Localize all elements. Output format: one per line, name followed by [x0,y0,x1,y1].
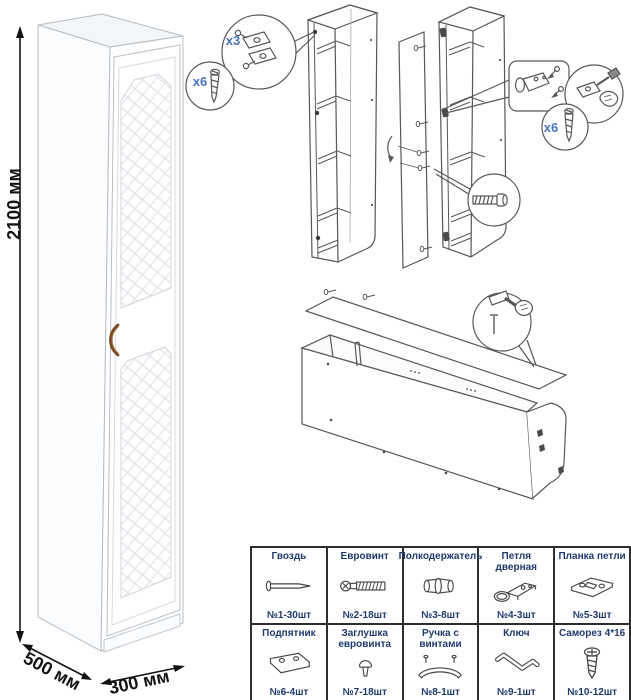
confirmat-screw-icon [334,562,396,610]
part-cell-hex-key: Ключ №9-1шт [479,625,553,700]
door-screw-qty-label: x6 [543,120,559,135]
euroscrew-icon [473,194,507,206]
rotate-arrow [388,136,392,158]
part-cell-hinge-plate: Планка петли №5-3шт [558,551,626,621]
parts-table-row [251,624,630,700]
part-cell-foot-plate: Подпятник №6-4шт [252,625,326,700]
part-cell-nail: Гвоздь №1-30шт [252,548,326,623]
hinge-plate-icon [561,562,623,610]
screw-cap-icon [334,650,396,687]
step-attach-hinge-plates-diagram [186,5,377,262]
part-cell-self-tapping-screw: Саморез 4*16 №10-12шт [558,628,626,698]
parts-table [250,546,631,700]
part-cell-handle: Ручка с винтами №8-1шт [404,625,478,700]
shelf-pin-icon [409,562,471,610]
height-dimension-arrow [16,26,24,643]
door-hinge-icon [485,573,547,610]
parts-table-row [251,547,630,624]
width-dimension-label: 300 мм [106,665,172,699]
height-dimension-label: 2100 мм [4,168,24,240]
side-panel [399,32,428,268]
nail-icon [258,562,320,610]
hand-icon [515,301,532,316]
part-cell-door-hinge: Петля дверная №4-3шт [479,548,553,623]
foot-plate-icon [258,639,320,687]
wardrobe-illustration [38,14,183,652]
step-attach-back-panel-diagram [302,289,566,499]
self-tapping-screw-icon [561,639,623,687]
hex-key-icon [485,639,547,687]
step-attach-side-panel-diagram [388,7,623,268]
hinge-plate-qty-label: x3 [225,33,241,48]
wardrobe-side-panel [38,25,110,651]
part-cell-shelf-pin: Полкодержатель №3-8шт [398,551,483,621]
part-cell-confirmat: Евровинт №2-18шт [328,548,402,623]
cabinet-screw-qty-label: x6 [192,74,208,89]
depth-dimension-label: 500 мм [20,647,84,695]
part-cell-screw-cap: Заглушка евровинта №7-18шт [328,625,402,700]
cabinet-box-end [527,403,566,498]
hinge-plate-callout [222,15,315,89]
handle-icon [409,650,471,687]
